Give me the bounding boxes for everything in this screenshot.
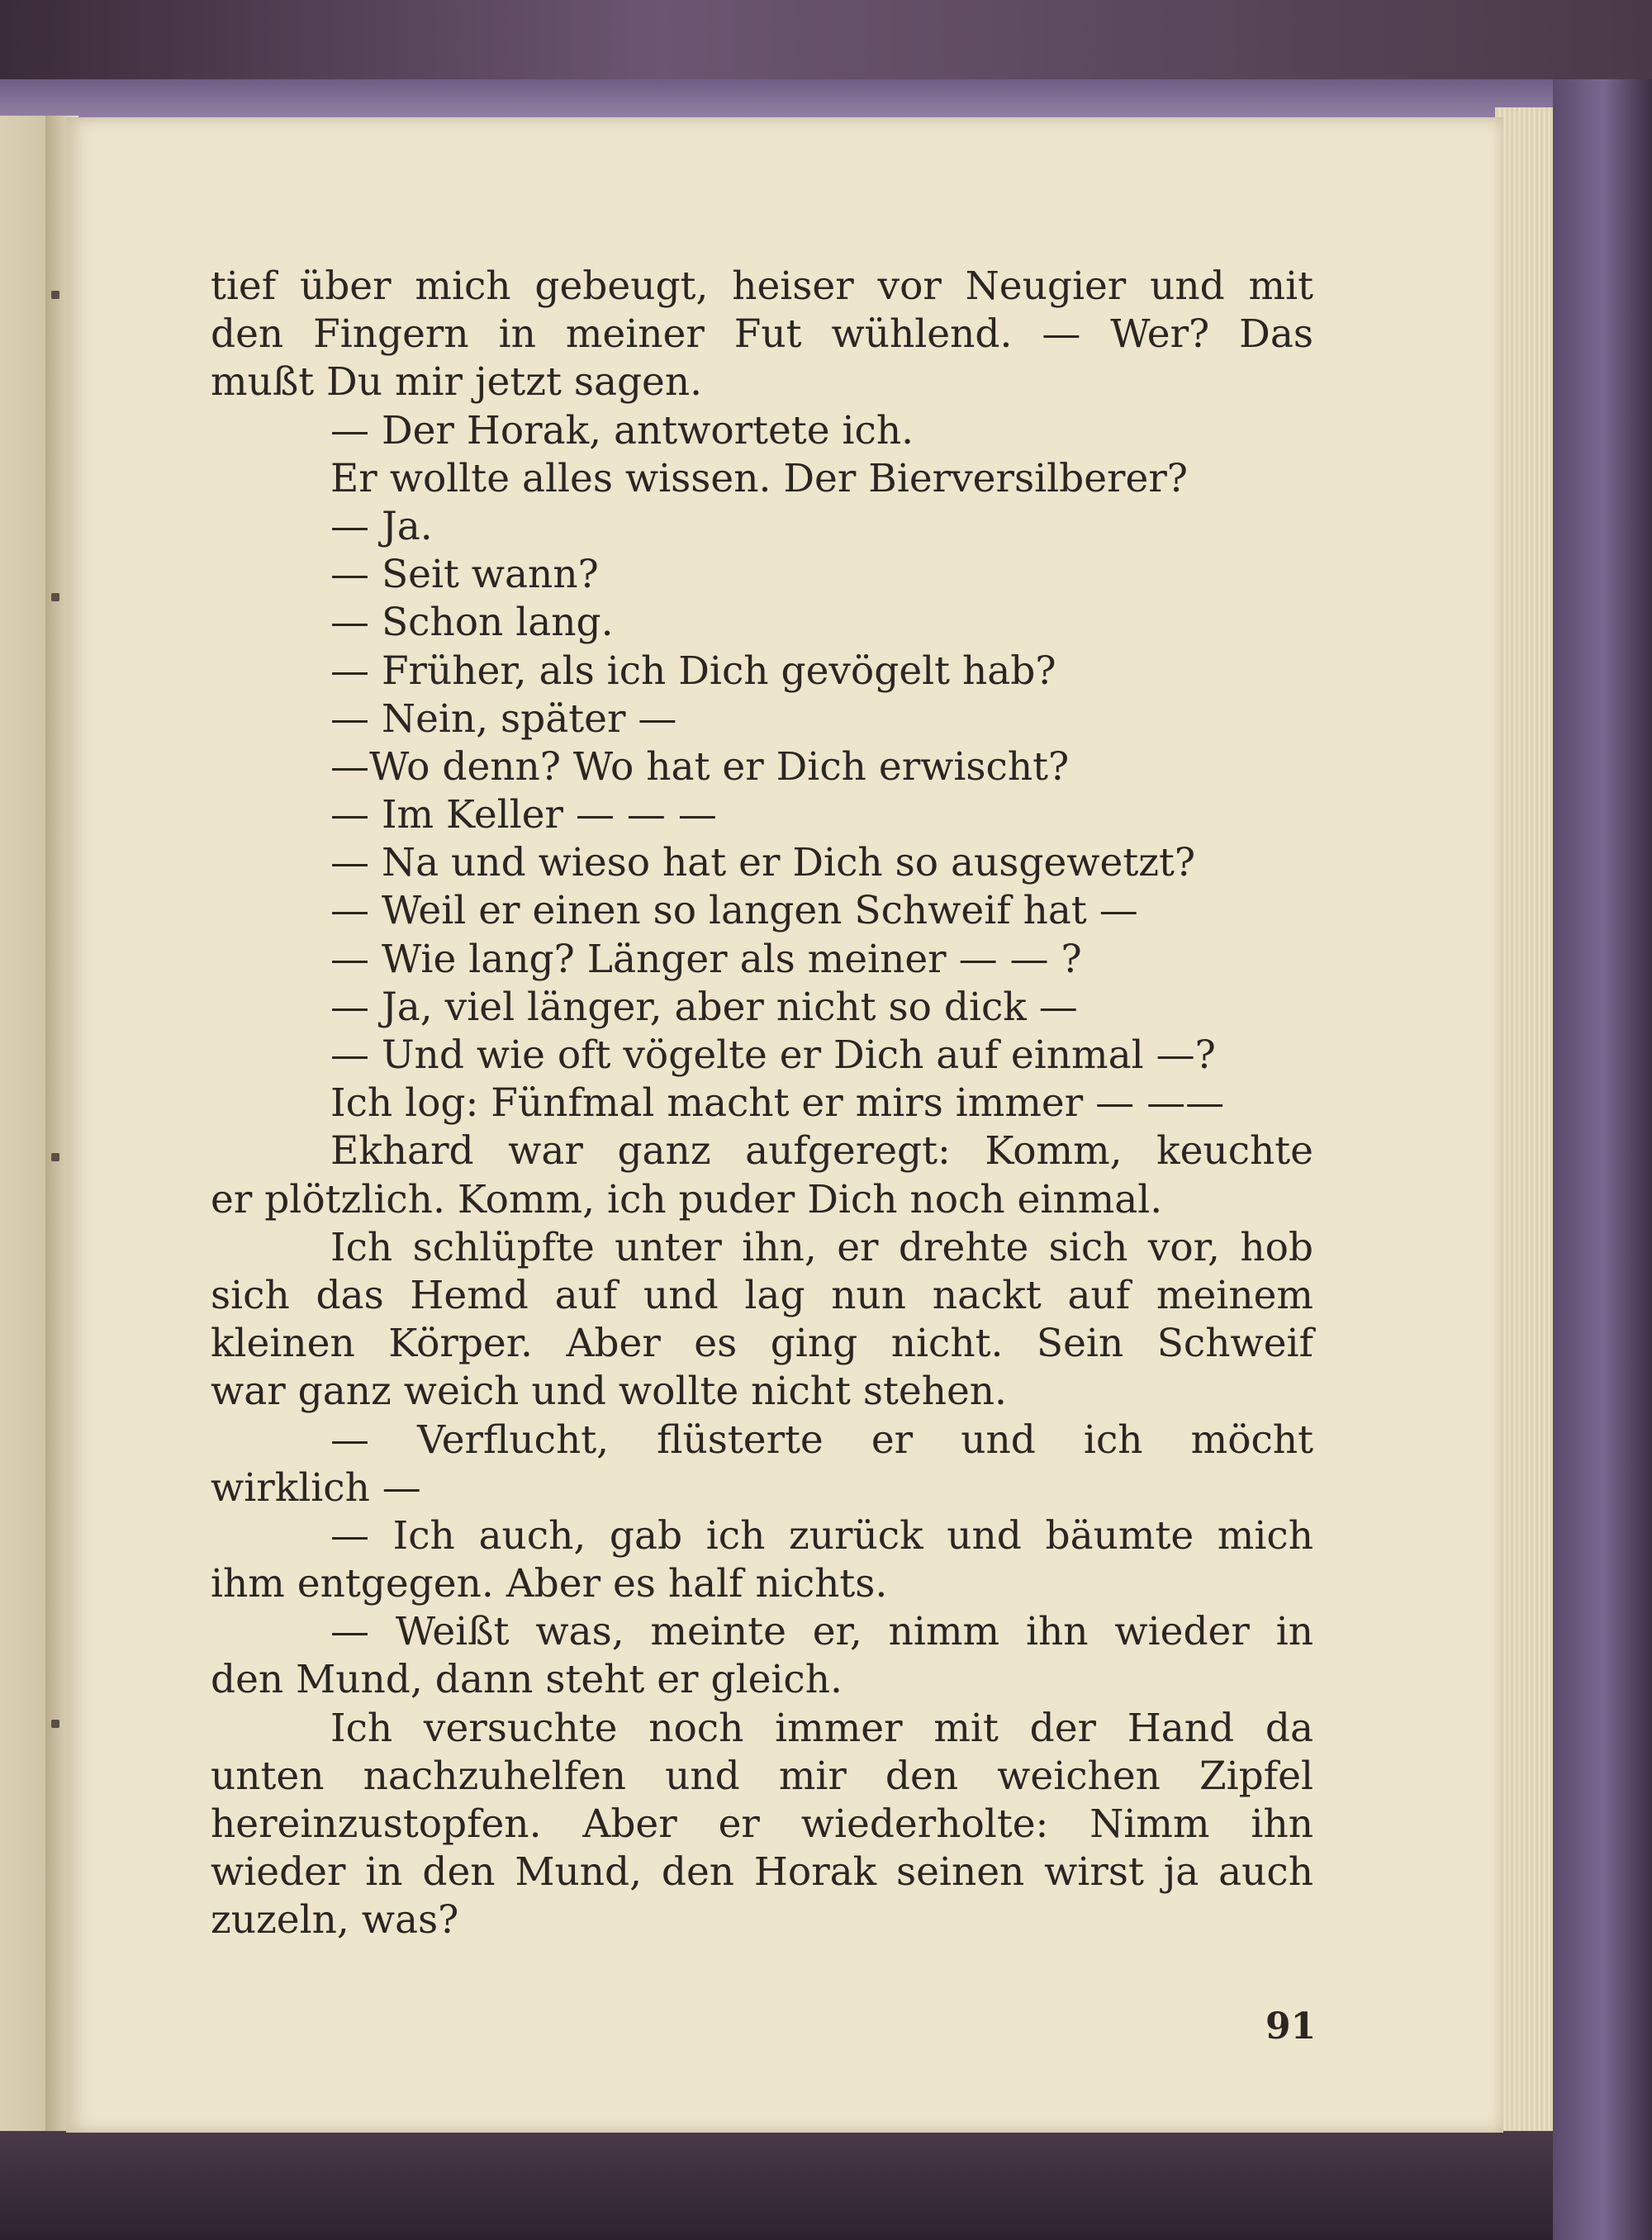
page-text — [211, 263, 1313, 1945]
text-line: tief über mich gebeugt, heiser vor Neugier und mit — [211, 263, 1313, 309]
text-line: — Früher, als ich Dich gevögelt hab? — [330, 648, 1056, 694]
text-line: Er wollte alles wissen. Der Bierversilberer? — [330, 455, 1188, 501]
text-line: — Na und wieso hat er Dich so ausgewetzt? — [330, 840, 1196, 886]
text-line: — Schon lang. — [330, 600, 614, 646]
text-line: — Ich auch, gab ich zurück und bäumte mich — [330, 1512, 1313, 1559]
text-line: wirklich — — [211, 1464, 421, 1511]
margin-mark — [51, 1720, 59, 1728]
text-line: — Im Keller — — — — [330, 792, 717, 838]
text-line: — Weil er einen so langen Schweif hat — — [330, 888, 1138, 934]
text-line: Ich schlüpfte unter ihn, er drehte sich vor, hob — [330, 1224, 1313, 1270]
text-line: sich das Hemd auf und lag nun nackt auf meinem — [211, 1272, 1313, 1318]
text-line: hereinzustopfen. Aber er wiederholte: Nimm ihn — [211, 1801, 1313, 1847]
text-line: zuzeln, was? — [211, 1897, 459, 1943]
left-page-edge — [0, 116, 51, 2240]
text-line: den Fingern in meiner Fut wühlend. — Wer? Das — [211, 311, 1313, 358]
text-line: — Der Horak, antwortete ich. — [330, 407, 914, 453]
text-line: war ganz weich und wollte nicht stehen. — [211, 1369, 1007, 1415]
text-line: — Weißt was, meinte er, nimm ihn wieder in — [330, 1609, 1313, 1655]
text-line: Ich log: Fünfmal macht er mirs immer — —— — [330, 1080, 1225, 1127]
margin-mark — [51, 1153, 59, 1161]
text-line: — Ja. — [330, 503, 433, 549]
text-line: — Verflucht, flüsterte er und ich möcht — [330, 1417, 1313, 1463]
text-line: — Und wie oft vögelte er Dich auf einmal —? — [330, 1032, 1216, 1078]
text-line: Ich versuchte noch immer mit der Hand da — [330, 1705, 1313, 1751]
text-line: er plötzlich. Komm, ich puder Dich noch einmal. — [211, 1176, 1163, 1222]
text-line: —Wo denn? Wo hat er Dich erwischt? — [330, 743, 1070, 790]
text-line: unten nachzuhelfen und mir den weichen Zipfel — [211, 1753, 1313, 1799]
text-line: — Seit wann? — [330, 552, 599, 598]
text-line: den Mund, dann steht er gleich. — [211, 1657, 843, 1703]
book-cover-right — [1553, 79, 1652, 2240]
text-line: — Wie lang? Länger als meiner — — ? — [330, 936, 1082, 982]
page-number: 91 — [1265, 2005, 1317, 2048]
book-bottom-shadow — [0, 2131, 1553, 2240]
text-line: mußt Du mir jetzt sagen. — [211, 359, 703, 406]
text-line: kleinen Körper. Aber es ging nicht. Sein Schweif — [211, 1321, 1313, 1367]
text-line: — Ja, viel länger, aber nicht so dick — — [330, 984, 1078, 1030]
text-line: Ekhard war ganz aufgeregt: Komm, keuchte — [330, 1128, 1313, 1175]
margin-mark — [51, 291, 59, 299]
margin-mark — [51, 593, 59, 601]
text-line: ihm entgegen. Aber es half nichts. — [211, 1561, 888, 1607]
page-edges — [1495, 107, 1553, 2131]
text-line: — Nein, später — — [330, 695, 677, 742]
text-line: wieder in den Mund, den Horak seinen wirst ja auch — [211, 1849, 1313, 1896]
